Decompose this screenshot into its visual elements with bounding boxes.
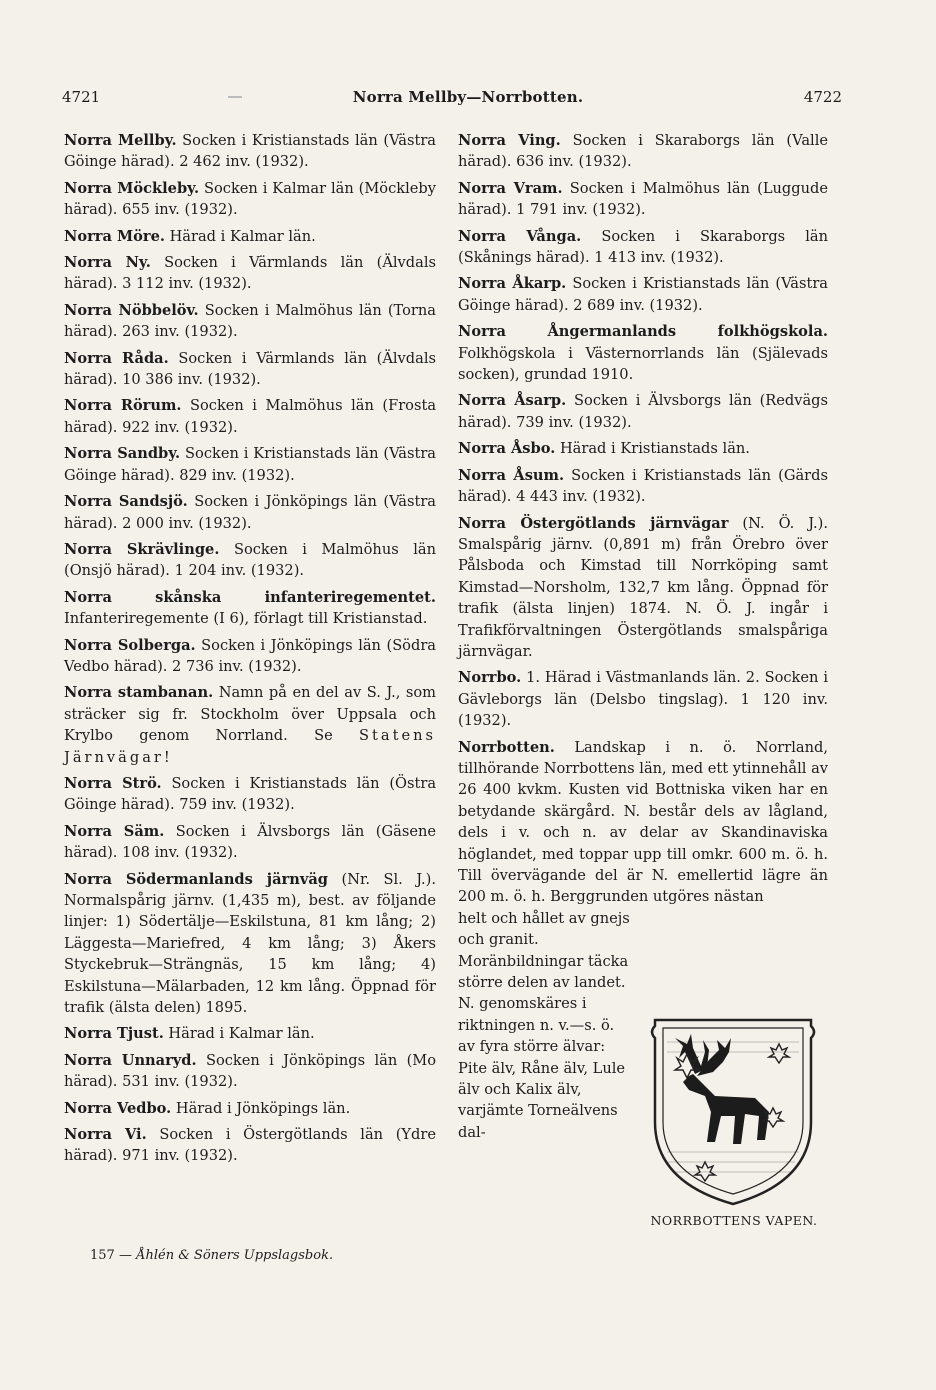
- entry-text: Härad i Kristianstads län.: [559, 440, 750, 458]
- entry-text: Socken i Värmlands län (Älvdals härad). 10 386 inv. (1932).: [64, 349, 437, 389]
- entry: [64, 300, 436, 343]
- entry: [64, 869, 436, 1019]
- entry-text: Socken i Skaraborgs län (Valle härad). 636 inv. (1932).: [458, 132, 828, 171]
- entry: [64, 178, 436, 221]
- entry-head: Norra Ving.: [458, 132, 561, 149]
- entry: [64, 1098, 436, 1119]
- page-number-right: 4722: [803, 88, 842, 106]
- entry: [64, 252, 436, 295]
- entry-head: Norra Tjust.: [64, 1025, 164, 1043]
- page-number-left: 4721: [62, 88, 101, 106]
- entry: [64, 348, 436, 391]
- entry-head: Norra Vedbo.: [64, 1099, 172, 1117]
- entry: [64, 130, 436, 173]
- entry: [64, 226, 436, 247]
- entry-head: Norra Rörum.: [64, 397, 182, 415]
- entry-text: Socken i Östergötlands län (Ydre härad). 971 inv. (1932).: [64, 1126, 436, 1165]
- entry-text: Socken i Älvsborgs län (Redvägs härad). 739 inv. (1932).: [458, 392, 829, 431]
- entry: [64, 1023, 436, 1044]
- entry: [458, 273, 828, 316]
- entry-head: Norra Sandby.: [64, 445, 181, 463]
- entry: [64, 821, 436, 864]
- entry-text: (Nr. Sl. J.). Normalspårig järnv. (1,435 m), best. av följande linjer: 1) Södertälje—Eskilstuna, 81 km lång; 2) Läggesta—Mariefred, 4 km lång; 3) Åkers Styckebruk—Strängnäs, 15 km lång; 4) Eskilstuna—Mälarbaden, 12 km lång. Öppnad för trafik (älsta delen) 1895.: [64, 870, 436, 1017]
- left-column: [64, 130, 436, 1172]
- entry: [458, 178, 828, 221]
- footer-number: 157: [90, 1248, 115, 1263]
- entry-text: Socken i Jönköpings län (Mo härad). 531 inv. (1932).: [64, 1051, 437, 1091]
- norrbotten-coat-of-arms: [645, 1012, 821, 1210]
- entry-head: Norra Möre.: [64, 227, 165, 245]
- footer: [90, 1248, 333, 1263]
- entry-text: Landskap i n. ö. Norrland, tillhörande Norrbottens län, med ett ytinnehåll av 26 400 kvkm. Kusten vid Bottniska viken har en betydande skärgård. N. består dels av lågland, dels i v. och n. av delar av Skandinaviska höglandet, med toppar upp till omkr. 600 m. ö. h. Till övervägande del är N. emellertid lägre än 200 m. ö. h. Berggrunden utgöres nästan: [458, 738, 829, 906]
- entry: [64, 539, 436, 582]
- entry-text-flow: helt och hållet av gnejs och granit. Moränbildningar täcka större delen av landet. N. genomskäres i riktningen n. v.—s. ö. av fyra större älvar: Pite älv, Råne älv, Lule älv och Kalix älv, varjämte Torneälvens dal-: [458, 909, 630, 1141]
- entry-head: Norra Ångermanlands folkhögskola.: [458, 323, 828, 341]
- page-title: Norra Mellby—Norrbotten.: [352, 88, 584, 106]
- entry-head: Norra Ny.: [64, 254, 151, 272]
- entry-text: Socken i Värmlands län (Älvdals härad). 3 112 inv. (1932).: [64, 254, 436, 293]
- entry-text: Socken i Kalmar län (Möckleby härad). 655 inv. (1932).: [64, 179, 436, 219]
- entry-text: (N. Ö. J.). Smalspårig järnv. (0,891 m) från Örebro över Pålsboda och Kimstad till Norrköping samt Kimstad—Norsholm, 132,7 km lång. Öppnad för trafik (älsta linjen) 1874. N. Ö. J. ingår i Trafikförvaltningen Östergötlands smalspåriga järnvägar.: [458, 514, 828, 660]
- entry-text: Härad i Kalmar län.: [168, 1025, 315, 1043]
- entry: [458, 226, 828, 269]
- entry-text: Socken i Malmöhus län (Onsjö härad). 1 204 inv. (1932).: [64, 540, 436, 580]
- entry: [458, 390, 828, 433]
- entry-head: Norra Möckleby.: [64, 179, 200, 197]
- entry-text: Socken i Kristianstads län (Västra Göinge härad). 2 689 inv. (1932).: [458, 275, 829, 314]
- entry-head: Norra Södermanlands järnväg: [64, 870, 328, 888]
- footer-source: Åhlén & Söners Uppslagsbok.: [136, 1248, 334, 1263]
- entry: [458, 667, 828, 731]
- entry: [64, 635, 436, 678]
- entry-text: Härad i Jönköpings län.: [175, 1099, 351, 1117]
- entry: [64, 682, 436, 768]
- entry-text: Socken i Skaraborgs län (Skånings härad). 1 413 inv. (1932).: [458, 227, 829, 267]
- entry-text: 1. Härad i Västmanlands län. 2. Socken i Gävleborgs län (Delsbo tingslag). 1 120 inv. (1932).: [458, 669, 828, 730]
- entry-text: Socken i Kristianstads län (Gärds härad). 4 443 inv. (1932).: [458, 466, 828, 506]
- entry-head: Norra Åsum.: [458, 466, 565, 484]
- entry-head: Norra Åsarp.: [458, 392, 567, 410]
- entry-head: Norra Unnaryd.: [64, 1051, 197, 1069]
- entry-head: Norra Vi.: [64, 1126, 147, 1144]
- entry-text: Socken i Malmöhus län (Luggude härad). 1 791 inv. (1932).: [458, 179, 828, 219]
- entry-head: Norra Östergötlands järnvägar: [458, 514, 729, 532]
- entry-head: Norrbo.: [458, 669, 522, 687]
- entry-head: Norra Åsbo.: [458, 440, 556, 458]
- entry-head: Norra Säm.: [64, 822, 165, 840]
- entry-text: Socken i Jönköpings län (Södra Vedbo härad). 2 736 inv. (1932).: [64, 636, 436, 675]
- entry-head: Norra Mellby.: [64, 132, 177, 149]
- footer-dash: —: [118, 1248, 132, 1263]
- entry: [458, 513, 828, 663]
- entry-head: Norra Sandsjö.: [64, 493, 188, 511]
- entry-text: Socken i Älvsborgs län (Gäsene härad). 108 inv. (1932).: [64, 822, 436, 862]
- entry-text: Socken i Kristianstads län (Östra Göinge härad). 759 inv. (1932).: [64, 774, 437, 814]
- entry: [64, 395, 436, 438]
- entry: [64, 1050, 436, 1093]
- entry: [458, 438, 828, 459]
- entry-text: Härad i Kalmar län.: [169, 227, 316, 245]
- entry-spaced-reference: Statens Järnvägar!: [64, 727, 436, 766]
- entry-text: Socken i Malmöhus län (Torna härad). 263 inv. (1932).: [64, 301, 437, 341]
- entry: [64, 587, 436, 630]
- entry-head: Norra Nöbbelöv.: [64, 301, 199, 319]
- entry-head: Norrbotten.: [458, 738, 555, 756]
- entry-head: Norra Strö.: [64, 774, 162, 792]
- entry-text: Socken i Jönköpings län (Västra härad). 2 000 inv. (1932).: [64, 493, 437, 532]
- entry-head: Norra Vram.: [458, 179, 563, 197]
- entry-text: Namn på en del av S. J., som sträcker sig fr. Stockholm över Uppsala och Krylbo genom Norrland. Se: [64, 684, 436, 745]
- entry-text: Socken i Malmöhus län (Frosta härad). 922 inv. (1932).: [64, 397, 437, 436]
- right-entries: [458, 130, 828, 732]
- right-column: [458, 130, 828, 1148]
- entry: [64, 443, 436, 486]
- entry-head: Norra Vånga.: [458, 227, 582, 245]
- entry-head: Norra Solberga.: [64, 636, 196, 654]
- entry: [458, 130, 828, 173]
- entry-head: Norra skånska infanteriregementet.: [64, 588, 436, 606]
- entry: [458, 465, 828, 508]
- entry: [458, 321, 828, 385]
- entry-head: Norra Åkarp.: [458, 275, 567, 293]
- entry: [64, 1124, 436, 1167]
- entry-text: Folkhögskola i Västernorrlands län (Själevads socken), grundad 1910.: [458, 344, 828, 384]
- entry: [64, 773, 436, 816]
- entry-head: Norra stambanan.: [64, 684, 214, 702]
- entry-text: Socken i Kristianstads län (Västra Göinge härad). 829 inv. (1932).: [64, 445, 437, 484]
- entry-text: Infanteriregemente (I 6), förlagt till Kristianstad.: [64, 610, 428, 628]
- entry-head: Norra Råda.: [64, 349, 169, 367]
- entry-text: Socken i Kristianstads län (Västra Göinge härad). 2 462 inv. (1932).: [64, 132, 436, 171]
- entry: [64, 491, 436, 534]
- entry-head: Norra Skrävlinge.: [64, 540, 220, 558]
- crest-caption: NORRBOTTENS VAPEN.: [650, 1213, 818, 1228]
